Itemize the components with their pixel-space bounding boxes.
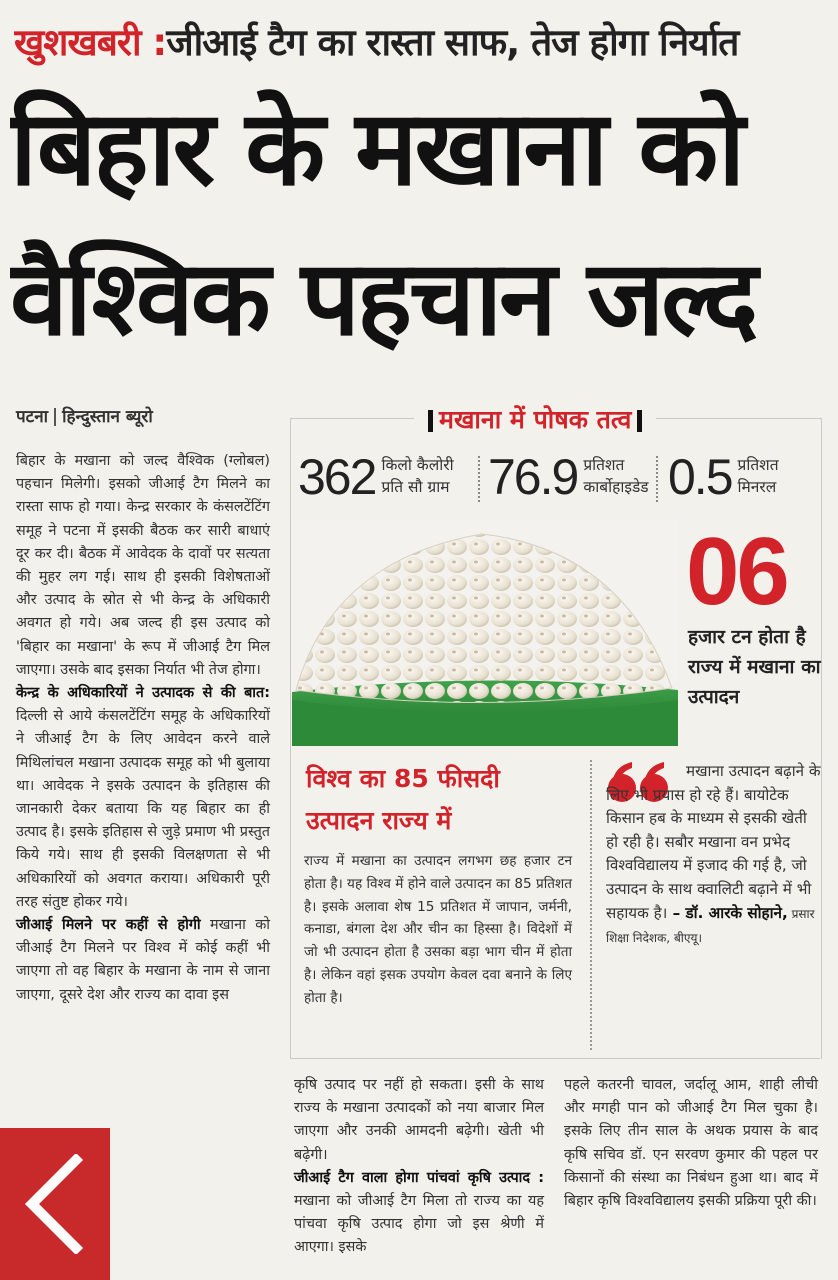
paragraph-text: दिल्ली से आये कंसलटेंटिंग समूह के अधिकारियों ने जीआई टैग के लिए आवेदन करने वाले मिथिलांचल मखाना उत्पादक समूह को भी बुलाया था। आवेदक ने इसके उत्पादन के इतिहास की जानकारी देकर बताया कि यह बिहार का ही उत्पाद है। इसके इतिहास से जुड़े प्रमाण भी प्रस्तुत किये गये। साथ ही इसकी विलक्षणता से भी अधिकारियों को अवगत कराया। अधिकारी पूरी तरह संतुष्ट होकर गये।	[16, 708, 270, 910]
quote-text: मखाना उत्पादन बढ़ाने के लिए भी प्रयास हो रहे हैं। बायोटेक किसान हब के माध्यम से इसकी खेती हो रही है। सबौर मखाना वन प्रभेद विश्वविद्यालय में इजाद की गई है, जो उत्पादन के साथ क्वालिटी बढ़ाने में भी सहायक है।	[606, 762, 821, 922]
article-paragraph: पहले कतरनी चावल, जर्दालू आम, शाही लीची और मगही पान को जीआई टैग मिल चुका है। इसके लिए तीन साल के अथक प्रयास के बाद कृषि सचिव डॉ. एन सरवण कुमार की पहल पर किसानों की संस्था का निबंधन हुआ था। बाद में बिहार कृषि विश्वविद्यालय इसकी प्रक्रिया पूरी की।	[564, 1077, 818, 1210]
stat-unit-line: कार्बोहाइडेड	[583, 478, 649, 496]
column-divider	[590, 760, 593, 1050]
article-paragraph	[16, 914, 270, 1007]
expert-quote	[606, 760, 822, 951]
stat-unit-line: किलो कैलोरी	[381, 456, 454, 474]
article-paragraph	[294, 1167, 544, 1260]
sub-story-paragraph: राज्य में मखाना का उत्पादन लगभग छह हजार टन होता है। यह विश्व में होने वाले उत्पादन का 85 प्रतिशत है। इसके अलावा शेष 15 प्रतिशत में जापान, जर्मनी, कनाडा, बंगला देश और चीन का हिस्सा है। विदेशों में जो भी उत्पादन होता है उसका बड़ा भाग चीन में होता है। लेकिन वहां इसक उपयोग केवल दवा बनाने के लिए होता है।	[304, 853, 572, 1006]
stat-value: 362	[298, 449, 376, 505]
stat-value: 76.9	[488, 449, 578, 505]
title-marker	[428, 410, 433, 432]
stat-unit-line: प्रतिशत	[737, 456, 779, 474]
nutrition-stat-carbohydrate	[488, 448, 649, 508]
dateline-divider	[54, 408, 56, 426]
kicker-text: जीआई टैग का रास्ता साफ, तेज होगा निर्यात	[166, 21, 739, 64]
nutrition-stat-mineral	[668, 448, 779, 508]
stat-divider	[478, 456, 481, 502]
production-highlight-caption: हजार टन होता है राज्य में मखाना का उत्पादन	[688, 626, 821, 708]
headline-line-1: बिहार के मखाना को	[10, 87, 743, 209]
headline-line-2: वैश्विक पहचान जल्द	[10, 237, 756, 359]
dateline	[16, 404, 153, 427]
nutrition-title-text: मखाना में पोषक तत्व	[439, 405, 632, 434]
article-column-1	[16, 450, 270, 1007]
paragraph-text: मखाना को जीआई टैग मिलने पर विश्व में कोई कहीं भी जाएगा तो वह बिहार के मखाना के नाम से जाना जाएगा, दूसरे देश और राज्य का दावा इस	[16, 917, 270, 1003]
stat-unit	[381, 454, 453, 498]
stat-divider	[656, 456, 659, 502]
nutrition-box-title	[414, 402, 656, 436]
production-highlight-value: 06	[686, 518, 787, 625]
chevron-left-icon	[20, 1154, 90, 1254]
makhana-bowl-photo	[292, 520, 678, 746]
dateline-place: पटना	[16, 407, 49, 427]
article-column-3	[564, 1074, 818, 1213]
sub-story-title: विश्व का 85 फीसदी उत्पादन राज्य में	[306, 764, 500, 835]
subhead: जीआई टैग वाला होगा पांचवां कृषि उत्पाद :	[294, 1169, 544, 1186]
stat-value: 0.5	[668, 449, 732, 505]
paragraph-text: मखाना को जीआई टैग मिला तो राज्य का यह पांचवा कृषि उत्पाद होगा जो इस श्रेणी में आएगा। इसके	[294, 1193, 544, 1256]
back-button[interactable]	[0, 1128, 110, 1280]
subhead: जीआई मिलने पर कहीं से होगी	[16, 917, 201, 934]
title-marker	[637, 410, 642, 432]
nutrition-stat-calories	[298, 448, 454, 508]
quote-author: – डॉ. आरके सोहाने,	[667, 903, 788, 922]
stat-unit	[738, 454, 779, 498]
kicker-label: खुशखबरी :	[14, 21, 167, 64]
dateline-source: हिन्दुस्तान ब्यूरो	[62, 407, 153, 427]
article-column-2	[294, 1074, 544, 1260]
sub-story-body	[304, 850, 572, 1010]
subhead: केन्द्र के अधिकारियों ने उत्पादक से की बात:	[16, 685, 270, 702]
stat-unit-line: प्रति सौ ग्राम	[381, 478, 450, 496]
kicker	[14, 12, 824, 74]
quote-author-role: प्रसार शिक्षा निदेशक, बीएयू।	[606, 906, 815, 946]
box-bottom-rule	[290, 1058, 820, 1059]
stat-unit-line: मिनरल	[737, 478, 777, 496]
stat-unit-line: प्रतिशत	[583, 456, 625, 474]
article-paragraph	[16, 682, 270, 914]
stat-unit	[583, 454, 648, 498]
article-paragraph: कृषि उत्पाद पर नहीं हो सकता। इसी के साथ राज्य के मखाना उत्पादकों को नया बाजार मिल जाएगा और उनकी आमदनी बढ़ेगी। खेती भी बढ़ेगी।	[294, 1077, 544, 1163]
article-paragraph: बिहार के मखाना को जल्द वैश्विक (ग्लोबल) पहचान मिलेगी। इसको जीआई टैग मिलने का रास्ता साफ हो गया। केन्द्र सरकार के कंसलटेंटिंग समूह ने पटना में इसकी बैठक कर सारी बाधाएं दूर कर दी। बैठक में आवेदक के दावों पर सत्यता की मुहर लग गई। साथ ही इसकी विशेषताओं और उत्पाद के स्रोत से भी केन्द्र के अधिकारी अवगत हो गये। अब जल्द ही इस उत्पाद को 'बिहार का मखाना' के रूप में जीआई टैग मिल जाएगा। उसके बाद इसका निर्यात भी तेज होगा।	[16, 453, 270, 678]
